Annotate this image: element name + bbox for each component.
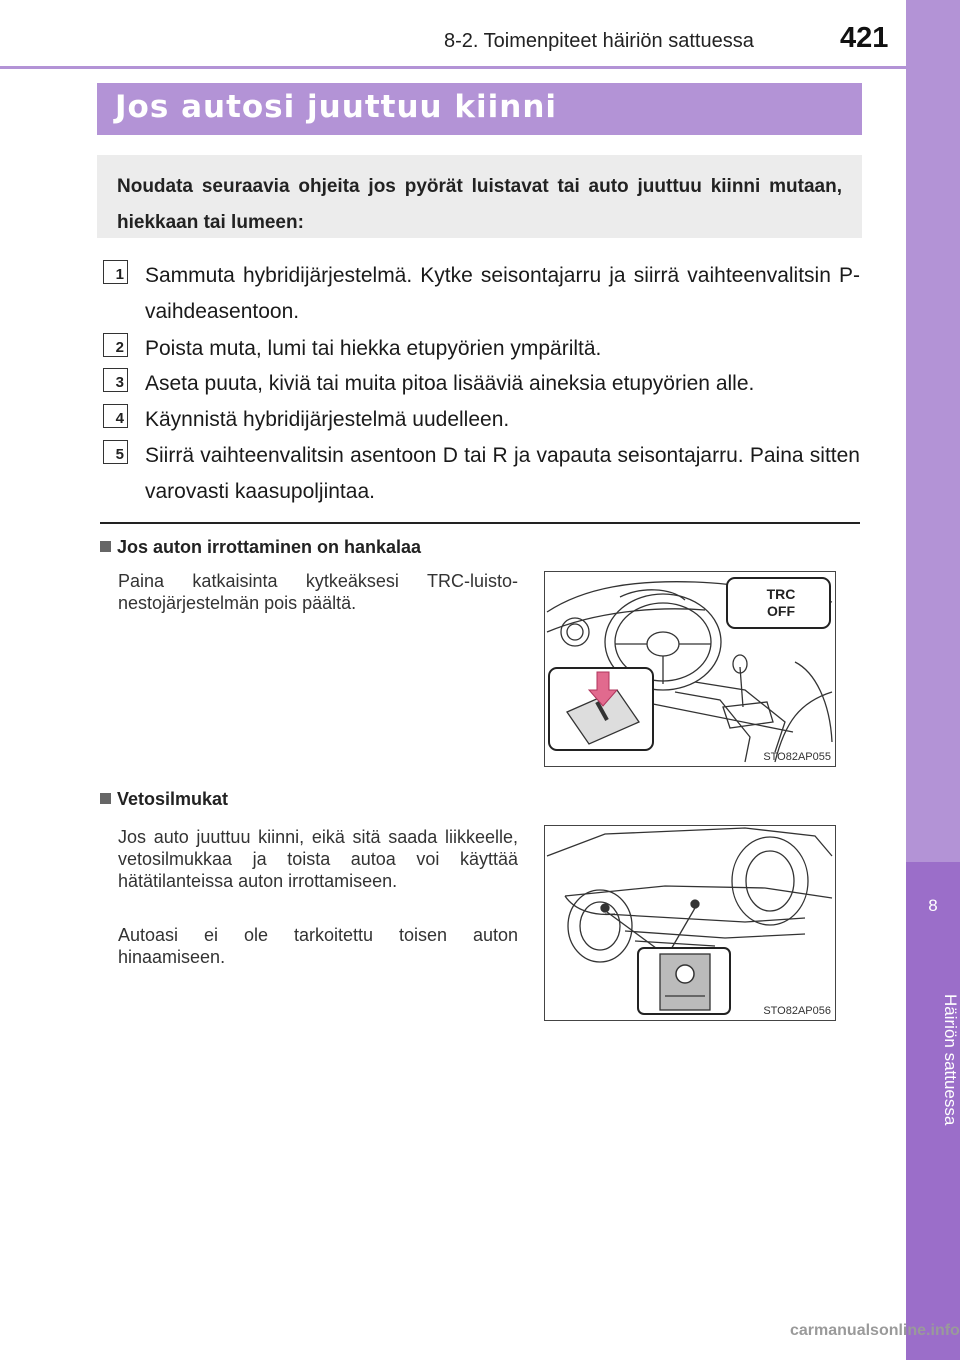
towing-eyelet-figure: [544, 825, 836, 1021]
car-underside-illustration: [545, 826, 834, 1019]
page-number: 421: [840, 22, 889, 54]
subsection-text: Paina katkaisinta kytkeäksesi TRC-luistonestojärjestelmän pois päältä.: [118, 571, 518, 613]
step-number: 2: [103, 333, 128, 357]
step-text: Aseta puuta, kiviä tai muita pitoa lisääviä aineksia etupyörien alle.: [145, 372, 755, 395]
header-rule: [0, 66, 906, 69]
section-header: 8-2. Toimenpiteet häiriön sattuessa: [444, 30, 754, 52]
figure-code: STO82AP056: [763, 1005, 831, 1017]
watermark: carmanualsonline.info: [790, 1322, 960, 1339]
square-bullet-icon: [100, 541, 111, 552]
step-number: 3: [103, 368, 128, 392]
step-4: [103, 402, 860, 438]
dashboard-illustration: [545, 572, 834, 765]
subsection-heading-text: Vetosilmukat: [117, 789, 229, 809]
section-divider: [100, 522, 860, 524]
step-1: [103, 258, 860, 330]
square-bullet-icon: [100, 793, 111, 804]
step-number: 5: [103, 440, 128, 464]
trc-switch-figure: [544, 571, 836, 767]
callout-off-text: OFF: [767, 603, 795, 619]
step-text: Poista muta, lumi tai hiekka etupyörien ympäriltä.: [145, 337, 602, 360]
step-number: 1: [103, 260, 128, 284]
tow-eyelet-icon: [676, 965, 694, 983]
page-title: Jos autosi juuttuu kiinni: [97, 83, 862, 135]
subsection-note: Autoasi ei ole tarkoitettu toisen auton hinaamiseen.: [118, 925, 518, 967]
chapter-number: 8: [928, 896, 938, 915]
callout-trc-text: TRC: [766, 586, 796, 602]
subsection-heading-release: [100, 537, 421, 558]
step-text: Sammuta hybridijärjestelmä. Kytke seisontajarru ja siirrä vaihteenvalitsin P-vaihdeasentoon.: [145, 264, 860, 323]
chapter-label: Häiriön sattuessa: [941, 994, 960, 1126]
step-5: [103, 438, 860, 510]
step-text: Käynnistä hybridijärjestelmä uudelleen.: [145, 408, 510, 431]
figure-code: STO82AP055: [763, 751, 831, 763]
step-2: [103, 331, 860, 367]
step-number: 4: [103, 404, 128, 428]
subsection-heading-text: Jos auton irrottaminen on hankalaa: [117, 537, 422, 557]
intro-box: Noudata seuraavia ohjeita jos pyörät luistavat tai auto juuttuu kiinni mutaan, hiekkaan tai lumeen:: [97, 155, 862, 238]
step-3: [103, 366, 860, 402]
subsection-text: Jos auto juuttuu kiinni, eikä sitä saada liikkeelle, vetosilmukkaa ja toista autoa voi käyttää hätätilanteissa auton irrottamiseen.: [118, 827, 518, 891]
step-text: Siirrä vaihteenvalitsin asentoon D tai R ja vapauta seisontajarru. Paina sitten varovasti kaasupoljintaa.: [145, 444, 860, 503]
subsection-heading-towing-eyelets: [100, 789, 228, 810]
